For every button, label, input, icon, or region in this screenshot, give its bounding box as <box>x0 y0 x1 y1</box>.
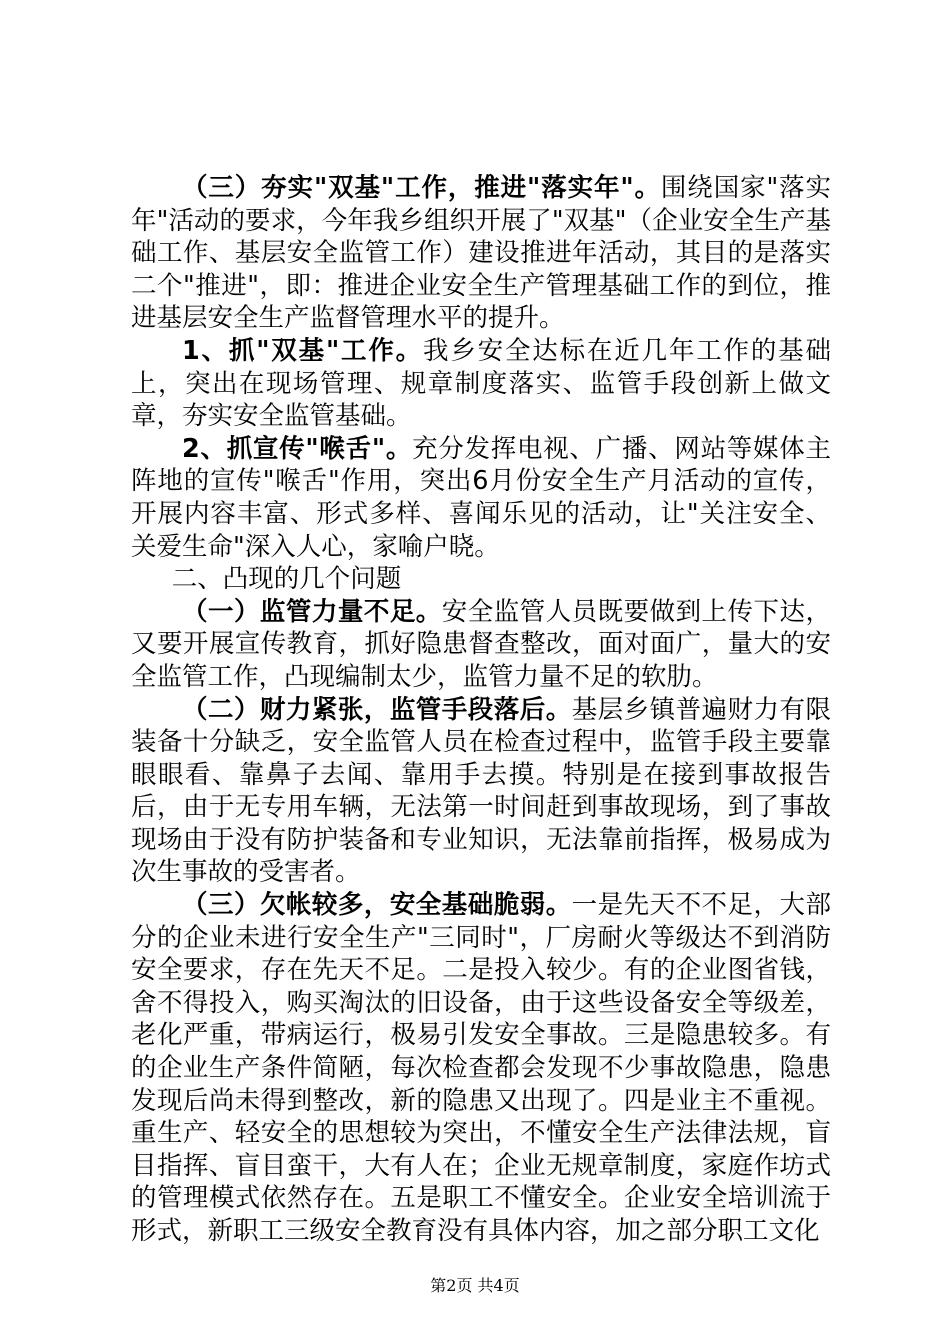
paragraph-lead: 2、抓宣传"喉舌"。 <box>182 433 413 464</box>
paragraph <box>131 889 831 1248</box>
paragraph <box>131 694 831 890</box>
paragraph-lead: （三）夯实"双基"工作，推进"落实年"。 <box>182 173 661 203</box>
paragraph-text: 安全监管人员既要做到上传下达，又要开展宣传教育，抓好隐患督查整改，面对面广，量大的安全监管工作，凸现编制太少，监管力量不足的软肋。 <box>131 596 831 692</box>
paragraph-text: 我乡安全达标在近几年工作的基础上，突出在现场管理、规章制度落实、监管手段创新上做文章，夯实安全监管基础。 <box>131 335 831 432</box>
paragraph-lead: （二）财力紧张，监管手段落后。 <box>182 694 572 725</box>
paragraph <box>131 596 831 694</box>
paragraph-lead: （一）监管力量不足。 <box>182 596 442 627</box>
paragraph-text: 基层乡镇普遍财力有限装备十分缺乏，安全监管人员在检查过程中，监管手段主要靠眼眼看、靠鼻子去闻、靠用手去摸。特别是在接到事故报告后，由于无专用车辆，无法第一时间赶到事故现场，到了事故现场由于没有防护装备和专业知识，无法靠前指挥，极易成为次生事故的受害者。 <box>131 694 831 888</box>
section-heading-text: 二、凸现的几个问题 <box>171 564 402 595</box>
paragraph-lead: 1、抓"双基"工作。 <box>182 335 424 366</box>
paragraph-lead: （三）欠帐较多，安全基础脆弱。 <box>182 890 572 921</box>
paragraph-text: 围绕国家"落实年"活动的要求，今年我乡组织开展了"双基"（企业安全生产基础工作、基层安全监管工作）建设推进年活动，其目的是落实二个"推进"，即：推进企业安全生产管理基础工作的到位，推进基层安全生产监督管理水平的提升。 <box>131 173 831 334</box>
paragraph <box>131 335 831 433</box>
paragraph-text: 一是先天不不足，大部分的企业未进行安全生产"三同时"，厂房耐火等级达不到消防安全要求，存在先天不足。二是投入较少。有的企业图省钱，舍不得投入，购买淘汰的旧设备，由于这些设备安全等级差，老化严重，带病运行，极易引发安全事故。三是隐患较多。有的企业生产条件简陋，每次检查都会发现不少事故隐患，隐患发现后尚未得到整改，新的隐患又出现了。四是业主不重视。重生产、轻安全的思想较为突出，不懂安全生产法律法规，盲目指挥、盲目蛮干，大有人在；企业无规章制度，家庭作坊式的管理模式依然存在。五是职工不懂安全。企业安全培训流于形式，新职工三级安全教育没有具体内容，加之部分职工文化 <box>131 890 831 1246</box>
paragraph-text: 充分发挥电视、广播、网站等媒体主阵地的宣传"喉舌"作用，突出6月份安全生产月活动的宣传，开展内容丰富、形式多样、喜闻乐见的活动，让"关注安全、关爱生命"深入人心，家喻户晓。 <box>131 433 831 562</box>
document-body <box>131 172 831 1248</box>
page-footer: 第2页 共4页 <box>430 1276 520 1295</box>
section-heading <box>131 563 831 596</box>
paragraph <box>131 433 831 563</box>
paragraph <box>131 172 831 335</box>
